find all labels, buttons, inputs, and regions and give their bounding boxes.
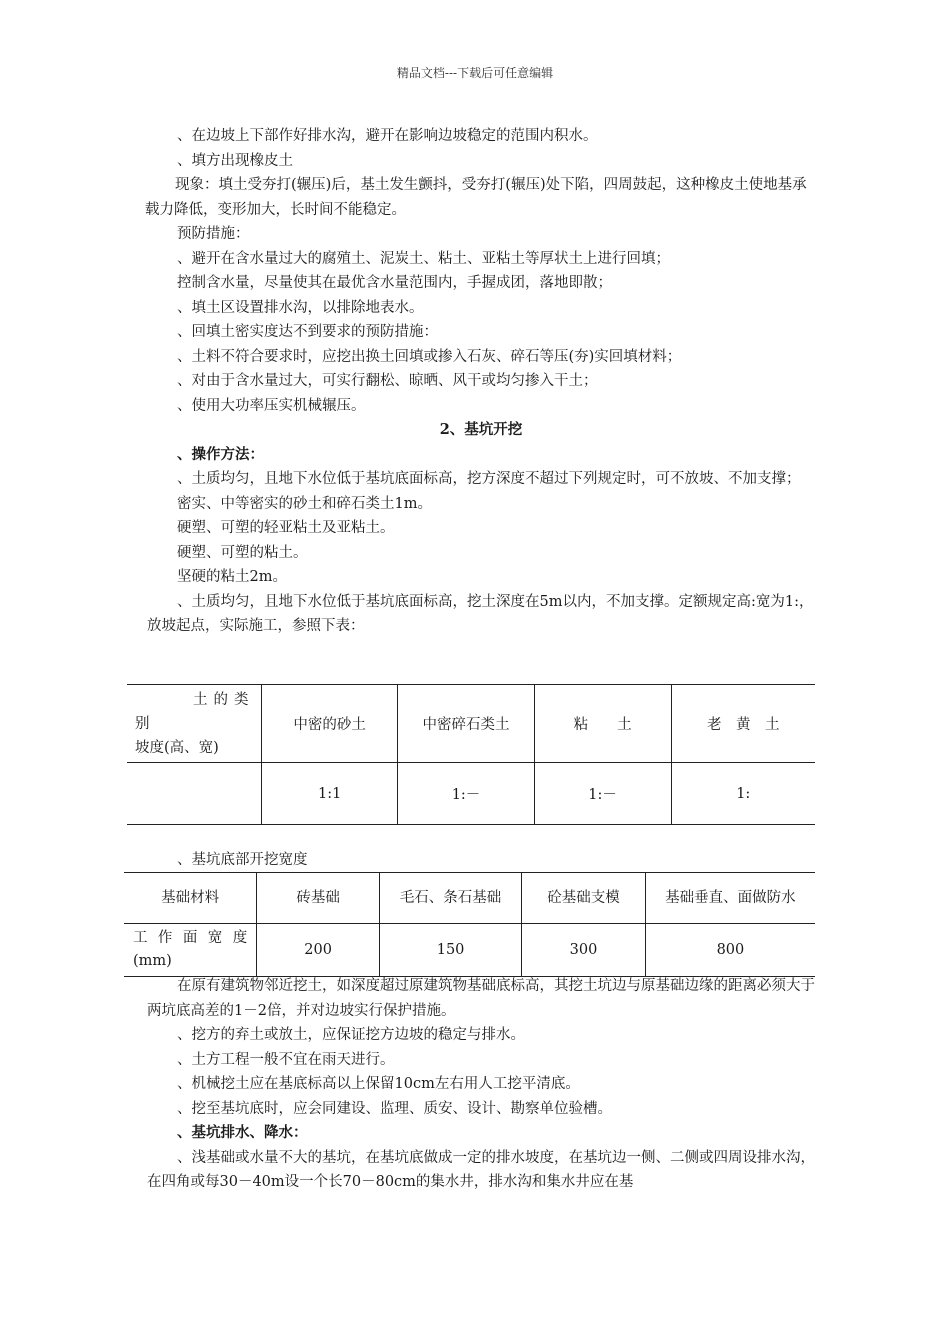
table-row xyxy=(124,924,815,977)
table-cell: 1:1 xyxy=(261,763,397,825)
table-cell: 1:－ xyxy=(534,763,671,825)
table-cell: 300 xyxy=(522,924,646,977)
table-cell: 1:－ xyxy=(398,763,534,825)
paragraph: 、使用大功率压实机械辗压。 xyxy=(177,397,366,414)
paragraph: 、土方工程一般不宜在雨天进行。 xyxy=(177,1051,395,1068)
paragraph: 、土质均匀，且地下水位低于基坑底面标高，挖土深度在5m以内，不加支撑。定额规定高:宽为1:，放坡起点，实际施工，参照下表： xyxy=(147,593,814,634)
paragraph: 、机械挖土应在基底标高以上保留10cm左右用人工挖平清底。 xyxy=(177,1076,580,1092)
table-header-cell: 老 黄 土 xyxy=(671,685,815,763)
paragraph: 预防措施： xyxy=(177,226,250,242)
table-caption: 、基坑底部开挖宽度 xyxy=(177,852,308,868)
table-row xyxy=(124,873,815,924)
paragraph: 、填方出现橡皮土 xyxy=(177,152,293,169)
paragraph: 硬塑、可塑的轻亚粘土及亚粘土。 xyxy=(177,520,395,536)
subheading: 、基坑排水、降水： xyxy=(177,1124,308,1141)
paragraph: 坚硬的粘土2m。 xyxy=(177,569,287,585)
paragraph: 控制含水量，尽量使其在最优含水量范围内，手握成团，落地即散； xyxy=(177,275,612,291)
table-cell xyxy=(127,763,261,825)
table-cell: 1: xyxy=(671,763,815,825)
table-cell: 150 xyxy=(379,924,521,977)
paragraph: 现象：填土受夯打(辗压)后，基土发生颤抖，受夯打(辗压)处下陷，四周鼓起，这种橡皮土使地基承载力降低，变形加大，长时间不能稳定。 xyxy=(145,177,807,218)
table-row xyxy=(127,763,815,825)
table-header-cell: 毛石、条石基础 xyxy=(379,873,521,924)
section-title: 2、基坑开挖 xyxy=(439,421,523,438)
subheading: 、操作方法： xyxy=(177,445,264,463)
paragraph: 、挖方的弃土或放土，应保证挖方边坡的稳定与排水。 xyxy=(177,1027,525,1043)
table-header-cell: 粘 土 xyxy=(534,685,671,763)
table-cell: 800 xyxy=(645,924,815,977)
table-header-cell: 土的类 别 坡度(高、宽) xyxy=(127,685,261,763)
paragraph: 在原有建筑物邻近挖土，如深度超过原建筑物基础底标高，其挖土坑边与原基础边缘的距离必须大于两坑底高差的1－2倍，并对边坡实行保护措施。 xyxy=(147,978,815,1019)
body-text-top xyxy=(147,124,815,639)
paragraph: 、回填土密实度达不到要求的预防措施： xyxy=(177,324,438,340)
table-cell: 200 xyxy=(257,924,380,977)
page-header: 精品文档---下载后可任意编辑 xyxy=(396,66,554,80)
table-header-cell: 砖基础 xyxy=(257,873,380,924)
paragraph: 、对由于含水量过大，可实行翻松、晾晒、风干或均匀掺入干土； xyxy=(177,373,598,389)
paragraph: 、挖至基坑底时，应会同建设、监理、质安、设计、勘察单位验槽。 xyxy=(177,1100,612,1117)
width-table xyxy=(124,872,815,977)
paragraph: 、填土区设置排水沟，以排除地表水。 xyxy=(177,299,424,316)
table-header-cell: 基础材料 xyxy=(124,873,257,924)
paragraph: 、在边坡上下部作好排水沟，避开在影响边坡稳定的范围内积水。 xyxy=(177,128,598,144)
paragraph: 硬塑、可塑的粘土。 xyxy=(177,544,308,561)
paragraph: 、土质均匀，且地下水位低于基坑底面标高，挖方深度不超过下列规定时，可不放坡、不加支撑； xyxy=(177,471,801,487)
paragraph: 密实、中等密实的砂土和碎石类土1m。 xyxy=(177,495,432,512)
paragraph: 、土料不符合要求时，应挖出换土回填或掺入石灰、碎石等压(夯)实回填材料； xyxy=(177,348,682,365)
table-header-cell: 中密碎石类土 xyxy=(398,685,534,763)
paragraph: 、浅基础或水量不大的基坑，在基坑底做成一定的排水坡度，在基坑边一侧、二侧或四周设排水沟，在四角或每30－40m设一个长70－80cm的集水井，排水沟和集水井应在基 xyxy=(147,1149,815,1190)
paragraph: 、避开在含水量过大的腐殖土、泥炭土、粘土、亚粘土等厚状土上进行回填； xyxy=(177,250,670,267)
body-text-bottom xyxy=(147,974,815,1195)
slope-table xyxy=(127,684,815,825)
table-header-cell: 中密的砂土 xyxy=(261,685,397,763)
table-row-label: 工作面宽度 (mm) xyxy=(124,924,257,977)
table-row xyxy=(127,685,815,763)
table-header-cell: 砼基础支模 xyxy=(522,873,646,924)
table-header-cell: 基础垂直、面做防水 xyxy=(645,873,815,924)
